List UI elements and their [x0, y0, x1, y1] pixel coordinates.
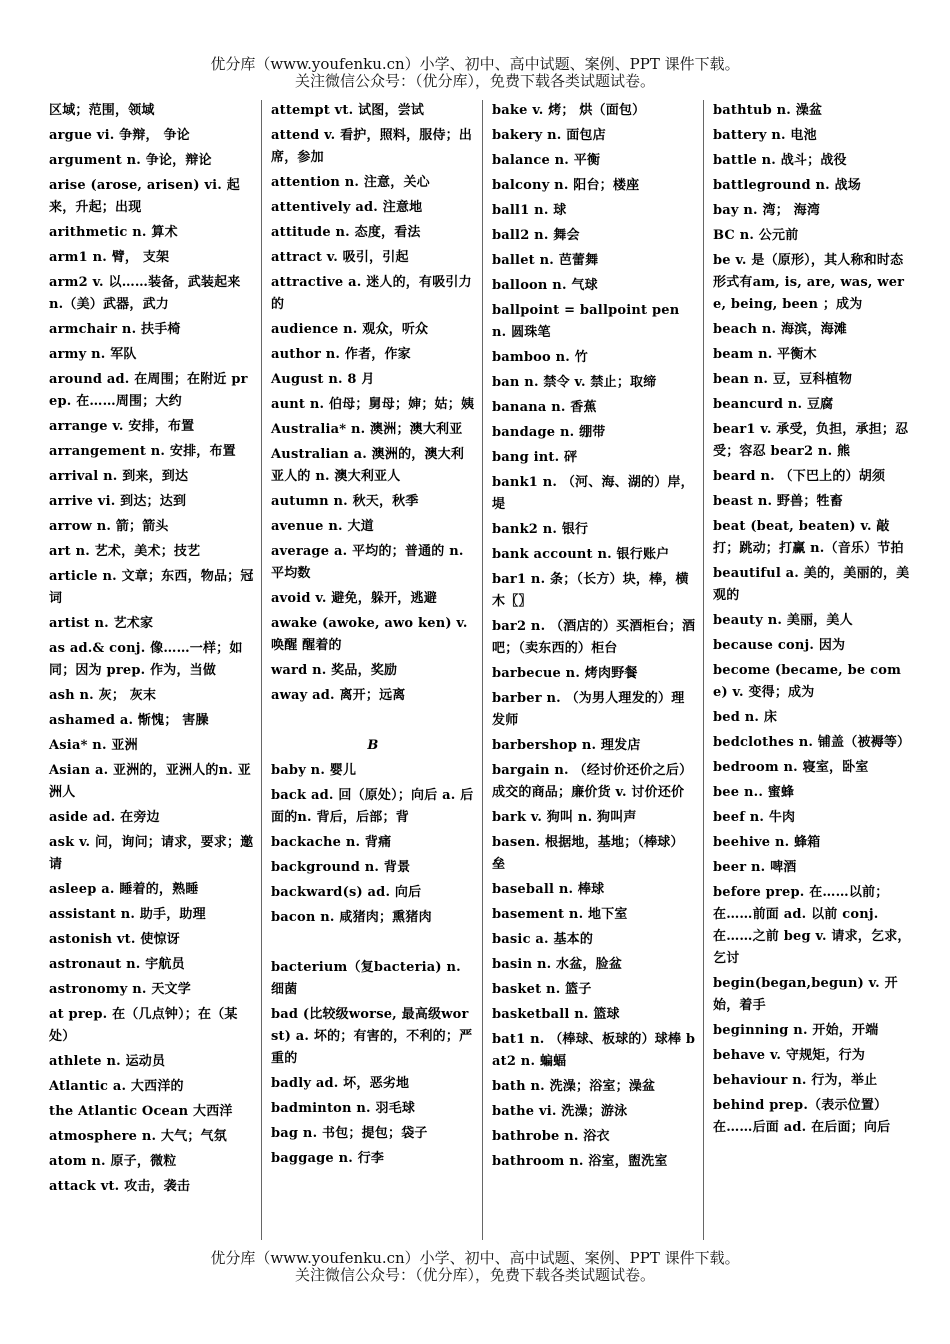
vocab-entry: baby n. 婴儿 [271, 763, 357, 778]
vocab-entry: article n. 文章；东西，物品；冠词 [49, 569, 254, 606]
vocab-entry: attempt vt. 试图，尝试 [271, 103, 425, 118]
vocab-entry: bar1 n. 条；（长方）块，棒，横木〖〗 [492, 572, 689, 609]
vocab-entry: arm2 v. 以……装备，武装起来n.（美）武器，武力 [49, 275, 241, 312]
vocab-entry: ask v. 问，询问；请求，要求；邀请 [49, 835, 254, 872]
vocab-entry: bedroom n. 寝室，卧室 [713, 760, 869, 775]
vocab-entry: audience n. 观众，听众 [271, 322, 429, 337]
vocab-entry: astonish vt. 使惊讶 [49, 932, 180, 947]
vocab-entry: be v. 是（原形），其人称和时态形式有am, is, are, was, were, being, been ；成为 [713, 253, 905, 312]
vocab-entry: BC n. 公元前 [713, 228, 799, 243]
vocab-entry: ballet n. 芭蕾舞 [492, 253, 599, 268]
vocab-entry: before prep. 在……以前；在……前面 ad. 以前 conj. 在……之前 beg v. 请求，乞求，乞讨 [713, 885, 911, 966]
vocab-entry: beard n. （下巴上的）胡须 [713, 469, 886, 484]
vocab-entry: basin n. 水盆，脸盆 [492, 957, 623, 972]
vocab-entry: armchair n. 扶手椅 [49, 322, 181, 337]
vocab-entry [271, 710, 475, 732]
vocab-entry: bank1 n. （河、海、湖的）岸，堤 [492, 475, 694, 512]
vocab-entry: beautiful a. 美的，美丽的，美观的 [713, 566, 910, 603]
vocab-entry: badminton n. 羽毛球 [271, 1101, 416, 1116]
vocab-entry: bat1 n. （棒球、板球的）球棒 bat2 n. 蝙蝠 [492, 1032, 696, 1069]
column-1 [40, 100, 261, 1240]
vocab-entry: bakery n. 面包店 [492, 128, 606, 143]
vocab-entry: the Atlantic Ocean 大西洋 [49, 1104, 233, 1119]
vocab-entry: at prep. 在（几点钟）；在（某处） [49, 1007, 238, 1044]
vocab-entry: Australia* n. 澳洲；澳大利亚 [271, 422, 463, 437]
vocab-entry: basic a. 基本的 [492, 932, 594, 947]
vocab-entry: balance n. 平衡 [492, 153, 601, 168]
vocab-entry: beam n. 平衡木 [713, 347, 817, 362]
vocab-entry: bathroom n. 浴室，盥洗室 [492, 1154, 668, 1169]
vocab-entry: bee n.. 蜜蜂 [713, 785, 795, 800]
vocab-entry: author n. 作者，作家 [271, 347, 411, 362]
vocab-entry: bandage n. 绷带 [492, 425, 606, 440]
vocab-entry: assistant n. 助手，助理 [49, 907, 206, 922]
vocab-entry: bank account n. 银行账户 [492, 547, 670, 562]
vocab-entry: arrival n. 到来，到达 [49, 469, 189, 484]
vocab-entry: as ad.& conj. 像……一样；如同；因为 prep. 作为，当做 [49, 641, 243, 678]
vocab-entry: aside ad. 在旁边 [49, 810, 160, 825]
footer-line-1: 优分库（www.youfenku.cn）小学、初中、高中试题、案例、PPT 课件下载。 [210, 1249, 740, 1267]
vocab-entry: bed n. 床 [713, 710, 778, 725]
footer-line-2: 关注微信公众号：（优分库），免费下载各类试题试卷。 [294, 1266, 655, 1284]
vocab-entry: beef n. 牛肉 [713, 810, 796, 825]
header-line-2: 关注微信公众号：（优分库），免费下载各类试题试卷。 [294, 72, 655, 90]
vocab-entry: beehive n. 蜂箱 [713, 835, 821, 850]
vocab-entry: backward(s) ad. 向后 [271, 885, 422, 900]
vocab-entry: ward n. 奖品，奖励 [271, 663, 398, 678]
vocab-entry: baseball n. 棒球 [492, 882, 605, 897]
vocab-entry: baggage n. 行李 [271, 1151, 385, 1166]
vocab-entry: badly ad. 坏，恶劣地 [271, 1076, 410, 1091]
page-footer [0, 1250, 950, 1284]
vocab-entry: bay n. 湾； 海湾 [713, 203, 821, 218]
vocab-entry: barber n. （为男人理发的）理发师 [492, 691, 685, 728]
vocab-entry: bathe vi. 洗澡；游泳 [492, 1104, 628, 1119]
vocab-entry: bear1 v. 承受，负担，承担；忍受；容忍 bear2 n. 熊 [713, 422, 909, 459]
vocab-entry: bean n. 豆，豆科植物 [713, 372, 853, 387]
vocab-entry: aunt n. 伯母；舅母；婶；姑；姨 [271, 397, 475, 412]
vocab-entry: bacon n. 咸猪肉；熏猪肉 [271, 910, 432, 925]
vocab-entry: arm1 n. 臂， 支架 [49, 250, 170, 265]
vocab-entry: beauty n. 美丽，美人 [713, 613, 853, 628]
vocab-entry: atmosphere n. 大气；气氛 [49, 1129, 227, 1144]
vocab-entry: because conj. 因为 [713, 638, 846, 653]
vocab-entry: beancurd n. 豆腐 [713, 397, 834, 412]
vocab-entry: asleep a. 睡着的，熟睡 [49, 882, 199, 897]
vocab-entry: basket n. 篮子 [492, 982, 592, 997]
vocab-entry: attend v. 看护，照料，服侍；出席，参加 [271, 128, 473, 165]
header-line-1: 优分库（www.youfenku.cn）小学、初中、高中试题、案例、PPT 课件下载。 [210, 55, 740, 73]
vocab-entry: arrive vi. 到达；达到 [49, 494, 187, 509]
vocab-entry: battle n. 战斗；战役 [713, 153, 847, 168]
vocab-entry: battleground n. 战场 [713, 178, 861, 193]
vocab-entry: begin(began,begun) v. 开始，着手 [713, 976, 898, 1013]
vocab-entry: bathtub n. 澡盆 [713, 103, 823, 118]
vocab-entry: backache n. 背痛 [271, 835, 392, 850]
vocab-entry: beast n. 野兽；牲畜 [713, 494, 843, 509]
vocab-entry: bar2 n. （酒店的）买酒柜台；酒吧；（卖东西的）柜台 [492, 619, 696, 656]
vocab-entry: ball2 n. 舞会 [492, 228, 580, 243]
vocab-entry: ban n. 禁令 v. 禁止；取缔 [492, 375, 657, 390]
vocab-entry: barbershop n. 理发店 [492, 738, 641, 753]
vocab-entry: ball1 n. 球 [492, 203, 567, 218]
vocab-entry: bark v. 狗叫 n. 狗叫声 [492, 810, 637, 825]
page-header [0, 56, 950, 90]
vocab-entry: argument n. 争论，辩论 [49, 153, 212, 168]
vocab-entry: artist n. 艺术家 [49, 616, 154, 631]
vocab-entry: beach n. 海滨，海滩 [713, 322, 847, 337]
vocab-entry: avoid v. 避免，躲开，逃避 [271, 591, 437, 606]
vocab-entry: attract v. 吸引，引起 [271, 250, 409, 265]
vocab-entry: bad (比较级worse, 最高级worst) a. 坏的；有害的，不利的；严重的 [271, 1007, 473, 1066]
vocab-entry: bang int. 砰 [492, 450, 578, 465]
vocab-entry: ballpoint = ballpoint pen n. 圆珠笔 [492, 303, 680, 340]
vocab-entry: bathrobe n. 浴衣 [492, 1129, 610, 1144]
vocab-entry: average a. 平均的；普通的 n. 平均数 [271, 544, 464, 581]
vocab-entry: arrangement n. 安排，布置 [49, 444, 236, 459]
vocab-entry: beer n. 啤酒 [713, 860, 797, 875]
vocab-entry: bedclothes n. 铺盖（被褥等） [713, 735, 911, 750]
vocab-entry: bacterium（复bacteria) n. 细菌 [271, 960, 461, 997]
vocab-entry: Australian a. 澳洲的，澳大利亚人的 n. 澳大利亚人 [271, 447, 465, 484]
vocab-entry: behave v. 守规矩，行为 [713, 1048, 866, 1063]
vocab-entry: autumn n. 秋天，秋季 [271, 494, 419, 509]
vocab-entry: arrange v. 安排，布置 [49, 419, 195, 434]
vocab-entry: background n. 背景 [271, 860, 411, 875]
vocab-entry: art n. 艺术，美术；技艺 [49, 544, 201, 559]
vocab-entry: argue vi. 争辩， 争论 [49, 128, 190, 143]
vocab-entry: astronaut n. 宇航员 [49, 957, 185, 972]
vocab-entry: attention n. 注意，关心 [271, 175, 430, 190]
vocab-entry: ash n. 灰； 灰末 [49, 688, 157, 703]
vocabulary-columns [40, 100, 920, 1240]
vocab-entry: barbecue n. 烤肉野餐 [492, 666, 638, 681]
vocab-entry: behind prep.（表示位置） 在……后面 ad. 在后面；向后 [713, 1098, 891, 1135]
vocab-entry: basen. 根据地，基地；（棒球）垒 [492, 835, 684, 872]
vocab-entry: around ad. 在周围；在附近 prep. 在……周围；大约 [49, 372, 248, 409]
vocab-entry: bath n. 洗澡；浴室；澡盆 [492, 1079, 656, 1094]
vocab-entry: ashamed a. 惭愧； 害臊 [49, 713, 209, 728]
vocab-entry: attack vt. 攻击，袭击 [49, 1179, 191, 1194]
vocab-entry: Atlantic a. 大西洋的 [49, 1079, 184, 1094]
vocab-entry: arithmetic n. 算术 [49, 225, 178, 240]
vocab-entry: become (became, be come) v. 变得；成为 [713, 663, 902, 700]
vocab-entry: bamboo n. 竹 [492, 350, 588, 365]
column-2 [261, 100, 482, 1240]
column-3 [482, 100, 703, 1240]
vocab-entry: bake v. 烤； 烘（面包） [492, 103, 646, 118]
column-4 [703, 100, 920, 1240]
vocab-entry: avenue n. 大道 [271, 519, 374, 534]
section-letter: B [367, 738, 379, 753]
vocab-entry: beat (beat, beaten) v. 敲打；跳动；打赢 n.（音乐）节拍 [713, 519, 904, 556]
vocab-entry: awake (awoke, awo ken) v. 唤醒 醒着的 [271, 616, 468, 653]
vocab-entry: bag n. 书包；提包；袋子 [271, 1126, 428, 1141]
vocab-entry: Asian a. 亚洲的，亚洲人的n. 亚洲人 [49, 763, 251, 800]
vocab-entry: banana n. 香蕉 [492, 400, 597, 415]
vocab-entry: arise (arose, arisen) vi. 起来，升起；出现 [49, 178, 240, 215]
vocab-entry: August n. 8 月 [271, 372, 375, 387]
vocab-entry: arrow n. 箭；箭头 [49, 519, 169, 534]
vocab-entry: balloon n. 气球 [492, 278, 598, 293]
vocab-entry: balcony n. 阳台；楼座 [492, 178, 640, 193]
vocab-entry: bank2 n. 银行 [492, 522, 589, 537]
vocab-entry: basketball n. 篮球 [492, 1007, 620, 1022]
vocab-entry: basement n. 地下室 [492, 907, 628, 922]
vocab-entry: back ad. 回（原处）；向后 a. 后面的n. 背后，后部；背 [271, 788, 474, 825]
vocab-entry: athlete n. 运动员 [49, 1054, 166, 1069]
vocab-entry: attitude n. 态度，看法 [271, 225, 421, 240]
vocab-entry [271, 932, 475, 954]
vocab-entry: away ad. 离开；远离 [271, 688, 406, 703]
vocab-entry: beginning n. 开始，开端 [713, 1023, 879, 1038]
vocab-entry: attractive a. 迷人的，有吸引力的 [271, 275, 472, 312]
vocab-entry: battery n. 电池 [713, 128, 817, 143]
vocab-entry: attentively ad. 注意地 [271, 200, 423, 215]
vocab-entry: army n. 军队 [49, 347, 137, 362]
vocab-entry: atom n. 原子，微粒 [49, 1154, 177, 1169]
vocab-entry: behaviour n. 行为，举止 [713, 1073, 878, 1088]
vocab-entry: Asia* n. 亚洲 [49, 738, 138, 753]
vocab-entry: bargain n. （经讨价还价之后）成交的商品；廉价货 v. 讨价还价 [492, 763, 693, 800]
vocab-entry: 区域；范围，领域 [49, 103, 155, 118]
vocab-entry: astronomy n. 天文学 [49, 982, 191, 997]
